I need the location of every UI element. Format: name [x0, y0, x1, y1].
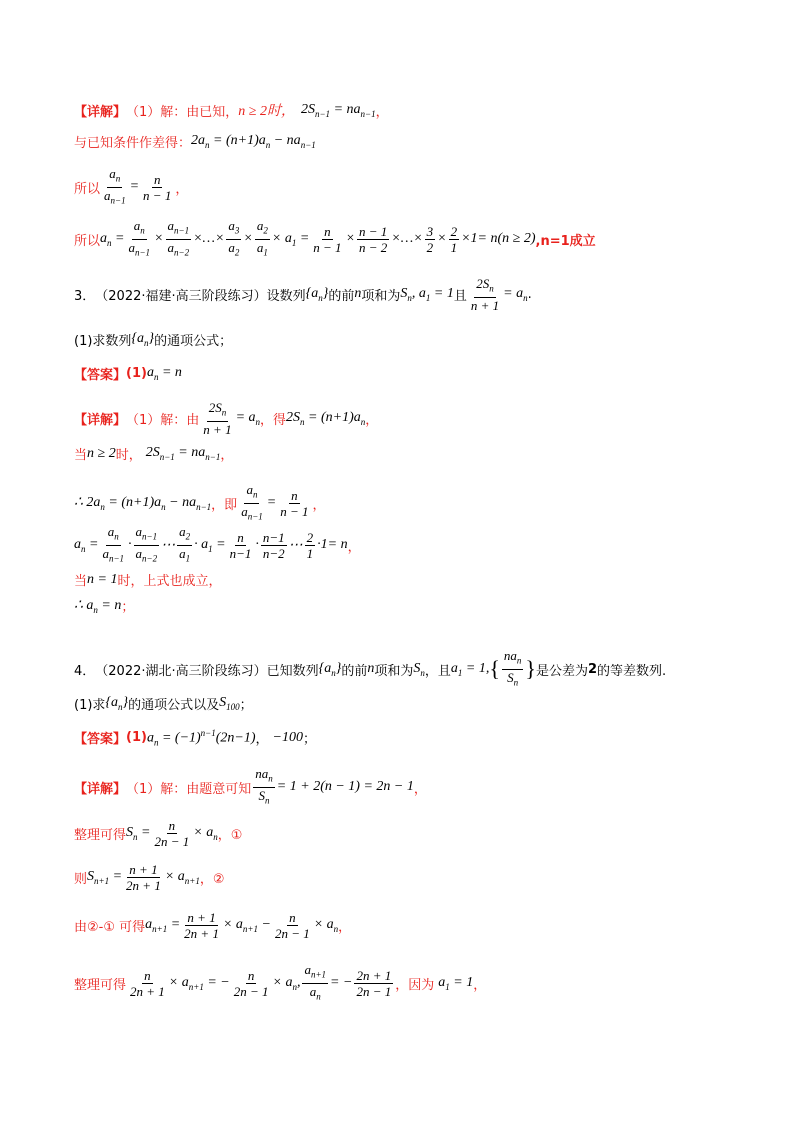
answer-3: 【答案】 (1) $a_n = n$ — [74, 365, 182, 383]
question-4-part-1: (1)求 $\{a_n\}$ 的通项公式以及 $S_{100}$ ； — [74, 695, 253, 713]
detail-4-5: 整理可得 $\frac{n}{2n + 1}$ × $a_{n+1}$ = − $\frac{n}{2n - 1}$ × $a_n$, $\frac{a_{n+1}}{a_n}$ = − $\frac{2n + 1}{2n - 1}$ ，因为 $a_1 = 1$ ， — [74, 962, 487, 1002]
detail-tag: 【详解】 — [74, 104, 127, 120]
question-3: 3． （2022·福建·高三阶段练习）设数列 $\{a_n\}$ 的前 n 项和为 $S_n$, $a_1 = 1$ 且 $\frac{2S_n}{n + 1}$ = $a_n$ . — [74, 276, 532, 313]
punct: ， — [375, 104, 389, 120]
question-number: 4． — [74, 663, 96, 679]
detail-4-2: 整理可得 $S_n$ = $\frac{n}{2n - 1}$ × $a_n$ ，① — [74, 818, 243, 849]
detail-3-2: 当 n ≥ 2 时， $2S_{n-1} = na_{n-1}$ ， — [74, 445, 234, 463]
detail-line-1 — [74, 100, 389, 120]
note: ,n=1成立 — [535, 233, 596, 249]
fraction: $\frac{n}{n - 1}$ — [143, 171, 172, 203]
result: = n(n ≥ 2) — [477, 231, 536, 247]
detail-3-1: 【详解】 （1）解：由 $\frac{2S_n}{n + 1}$ = $a_n$ ，得 $2S_n = (n+1)a_n$ ， — [74, 400, 379, 437]
answer-4: 【答案】 (1) $a_n = (-1)^{n-1}(2n-1)$ ， −100 ； — [74, 728, 317, 748]
detail-4-3: 则 $S_{n+1}$ = $\frac{n + 1}{2n + 1}$ × $a_{n+1}$ ，② — [74, 862, 225, 893]
detail-3-3: ∴ $2a_n = (n+1)a_n - na_{n-1}$ ，即 $\frac{a_n}{a_{n-1}}$ = $\frac{n}{n - 1}$ ， — [74, 482, 326, 522]
detail-intro: （1）解：由已知， — [126, 104, 239, 120]
detail-4-4: 由②-① 可得 $a_{n+1}$ = $\frac{n + 1}{2n + 1}$ × $a_{n+1}$ − $\frac{n}{2n - 1}$ × $a_n$ ， — [74, 910, 352, 941]
detail-3-4: $a_n$ = $\frac{a_n}{a_{n-1}}$ · $\frac{a_{n-1}}{a_{n-2}}$ ⋯ $\frac{a_2}{a_1}$ · $a_1$ = $\frac{n}{n-1}$ · $\frac{n-1}{n-2}$ ⋯ $\frac{2}{1}$ ·1 = n ， — [74, 524, 361, 564]
detail-4-1: 【详解】 （1）解：由题意可知 $\frac{na_n}{S_n}$ = 1 + 2(n − 1) = 2n − 1 ， — [74, 766, 427, 806]
detail-line-3: 所以 $\frac{a_n}{a_{n-1}}$ = $\frac{n}{n - 1}$ ， — [74, 166, 188, 208]
text: 所以 — [74, 233, 101, 249]
equation: $2a_n = (n+1)a_n - na_{n-1}$ — [191, 133, 316, 150]
question-text: （2022·福建·高三阶段练习）设数列 — [95, 288, 306, 304]
detail-3-6: ∴ $a_n = n$ ； — [74, 597, 135, 615]
answer-tag: 【答案】 — [74, 732, 127, 748]
fraction: $\frac{a_n}{a_{n-1}}$ — [104, 166, 126, 206]
detail-3-5: 当 n = 1 时，上式也成立， — [74, 571, 222, 589]
detail-line-4: 所以 $a_n$ = $\frac{a_n}{a_{n-1}}$ × $\frac{a_{n-1}}{a_{n-2}}$ ×…× $\frac{a_3}{a_2}$ × $\frac{a_2}{a_1}$ × $a_1$ = $\frac{n}{n - 1}$ × $\frac{n - 1}{n - 2}$ ×…× $\frac{3}{2}$ × $\frac{2}{1}$ ×1 = n(n ≥ 2) ,n=1成立 — [74, 218, 596, 258]
detail-line-2 — [74, 132, 316, 151]
text: 与已知条件作差得： — [74, 136, 192, 151]
condition: n ≥ 2时， — [238, 104, 295, 119]
punct: ， — [175, 181, 189, 197]
answer-tag: 【答案】 — [74, 368, 127, 383]
question-3-part-1: (1)求数列 $\{a_n\}$ 的通项公式； — [74, 331, 233, 349]
text: 所以 — [74, 181, 101, 197]
question-number: 3． — [74, 288, 96, 304]
question-4: 4． （2022·湖北·高三阶段练习）已知数列 $\{a_n\}$ 的前 n 项和为 $S_n$ ，且 $a_1 = 1$, { $\frac{na_n}{S_n}$ } 是公差为 2 的等差数列. — [74, 648, 667, 688]
equation: $2S_{n-1} = na_{n-1}$ — [300, 101, 376, 119]
